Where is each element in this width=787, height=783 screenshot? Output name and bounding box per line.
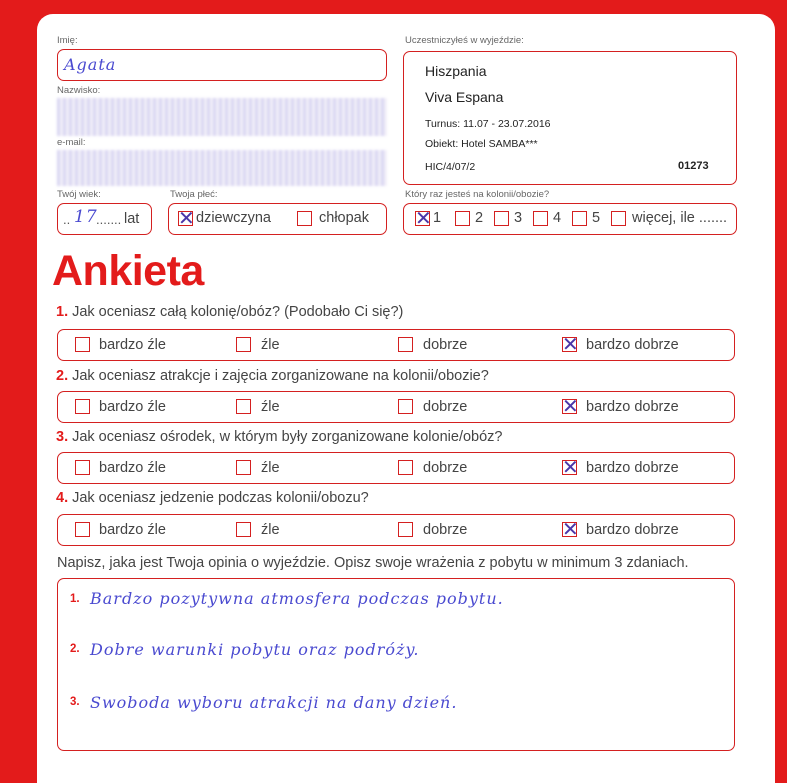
opinion-line-1: Bardzo pozytywna atmosfera podczas pobytu. — [90, 589, 504, 608]
trip-turnus: Turnus: 11.07 - 23.07.2016 — [425, 118, 551, 130]
wiek-label: Twój wiek: — [57, 189, 101, 200]
page-title: Ankieta — [52, 247, 204, 295]
rating-label: źle — [261, 337, 280, 353]
opinion-num-3: 3. — [70, 696, 80, 708]
wiek-field[interactable]: .. 17 ....... lat — [57, 203, 152, 235]
ktory-field — [403, 203, 737, 235]
ktory-1-label: 1 — [433, 210, 442, 226]
rating-label: dobrze — [423, 522, 468, 538]
chlopak-checkbox[interactable] — [297, 211, 312, 226]
rating-label: bardzo źle — [99, 399, 166, 415]
ktory-more-checkbox[interactable] — [611, 211, 626, 226]
question-4: 4. Jak oceniasz jedzenie podczas kolonii/obozu? — [56, 490, 369, 506]
imie-field[interactable] — [57, 49, 387, 81]
rating-label: bardzo dobrze — [586, 399, 679, 415]
ktory-more-label: więcej, ile ....... — [632, 210, 728, 226]
check-mark-icon: ✕ — [562, 517, 579, 541]
opinion-line-2: Dobre warunki pobytu oraz podróży. — [90, 640, 420, 659]
question-1: 1. Jak oceniasz całą kolonię/obóz? (Podobało Ci się?) — [56, 304, 404, 320]
ktory-4-checkbox[interactable] — [533, 211, 548, 226]
rating-label: dobrze — [423, 337, 468, 353]
q2-dobrze-checkbox[interactable] — [398, 399, 413, 414]
ktory-2-checkbox[interactable] — [455, 211, 470, 226]
q3-bardzo-zle-checkbox[interactable] — [75, 460, 90, 475]
plec-label: Twoja płeć: — [170, 189, 218, 200]
rating-label: bardzo dobrze — [586, 460, 679, 476]
rating-label: dobrze — [423, 460, 468, 476]
question-3: 3. Jak oceniasz ośrodek, w którym były zorganizowane kolonie/obóz? — [56, 429, 503, 445]
ktory-label: Który raz jesteś na kolonii/obozie? — [405, 189, 550, 200]
imie-label: Imię: — [57, 35, 78, 46]
check-mark-icon: ✕ — [562, 394, 579, 418]
q1-bardzo-zle-checkbox[interactable] — [75, 337, 90, 352]
trip-country: Hiszpania — [425, 63, 487, 79]
opinion-num-2: 2. — [70, 643, 80, 655]
rating-row-1 — [57, 329, 735, 361]
check-mark-icon: ✕ — [415, 206, 432, 230]
ktory-5-label: 5 — [592, 210, 601, 226]
rating-row-3 — [57, 452, 735, 484]
trip-obiekt: Obiekt: Hotel SAMBA*** — [425, 138, 538, 150]
q2-bardzo-dobrze-checkbox[interactable] — [562, 394, 579, 418]
check-mark-icon: ✕ — [562, 455, 579, 479]
email-label: e-mail: — [57, 137, 86, 148]
rating-label: bardzo źle — [99, 337, 166, 353]
q2-zle-checkbox[interactable] — [236, 399, 251, 414]
rating-row-2 — [57, 391, 735, 423]
ktory-4-label: 4 — [553, 210, 562, 226]
plec-field — [168, 203, 387, 235]
dziewczyna-label: dziewczyna — [196, 210, 271, 226]
check-mark-icon: ✕ — [562, 332, 579, 356]
trip-code: HIC/4/07/2 — [425, 161, 476, 173]
rating-label: źle — [261, 460, 280, 476]
q4-bardzo-dobrze-checkbox[interactable] — [562, 517, 579, 541]
ktory-3-checkbox[interactable] — [494, 211, 509, 226]
q4-dobrze-checkbox[interactable] — [398, 522, 413, 537]
trip-number: 01273 — [678, 160, 709, 172]
trip-label: Uczestniczyłeś w wyjeździe: — [405, 35, 524, 46]
rating-label: bardzo źle — [99, 522, 166, 538]
wiek-unit: lat — [124, 211, 140, 227]
trip-name: Viva Espana — [425, 89, 504, 105]
nazwisko-redacted — [57, 98, 387, 136]
q4-bardzo-zle-checkbox[interactable] — [75, 522, 90, 537]
opinion-prompt: Napisz, jaka jest Twoja opinia o wyjeździe. Opisz swoje wrażenia z pobytu w minimum 3 zdaniach. — [57, 555, 689, 571]
q1-zle-checkbox[interactable] — [236, 337, 251, 352]
ktory-1-checkbox[interactable] — [415, 206, 432, 230]
q2-bardzo-zle-checkbox[interactable] — [75, 399, 90, 414]
rating-label: bardzo źle — [99, 460, 166, 476]
rating-row-4 — [57, 514, 735, 546]
ktory-5-checkbox[interactable] — [572, 211, 587, 226]
wiek-value: 17 — [74, 207, 98, 227]
q3-bardzo-dobrze-checkbox[interactable] — [562, 455, 579, 479]
rating-label: źle — [261, 399, 280, 415]
opinion-num-1: 1. — [70, 593, 80, 605]
rating-label: źle — [261, 522, 280, 538]
nazwisko-label: Nazwisko: — [57, 85, 101, 96]
imie-value: Agata — [64, 55, 117, 74]
q3-dobrze-checkbox[interactable] — [398, 460, 413, 475]
q3-zle-checkbox[interactable] — [236, 460, 251, 475]
rating-label: dobrze — [423, 399, 468, 415]
question-2: 2. Jak oceniasz atrakcje i zajęcia zorganizowane na kolonii/obozie? — [56, 368, 489, 384]
rating-label: bardzo dobrze — [586, 337, 679, 353]
ktory-2-label: 2 — [475, 210, 484, 226]
q1-bardzo-dobrze-checkbox[interactable] — [562, 332, 579, 356]
q1-dobrze-checkbox[interactable] — [398, 337, 413, 352]
opinion-line-3: Swoboda wyboru atrakcji na dany dzień. — [90, 693, 458, 712]
ktory-3-label: 3 — [514, 210, 523, 226]
check-mark-icon: ✕ — [178, 206, 195, 230]
chlopak-label: chłopak — [319, 210, 369, 226]
q4-zle-checkbox[interactable] — [236, 522, 251, 537]
rating-label: bardzo dobrze — [586, 522, 679, 538]
dziewczyna-checkbox[interactable] — [178, 206, 195, 230]
email-redacted — [57, 150, 387, 186]
